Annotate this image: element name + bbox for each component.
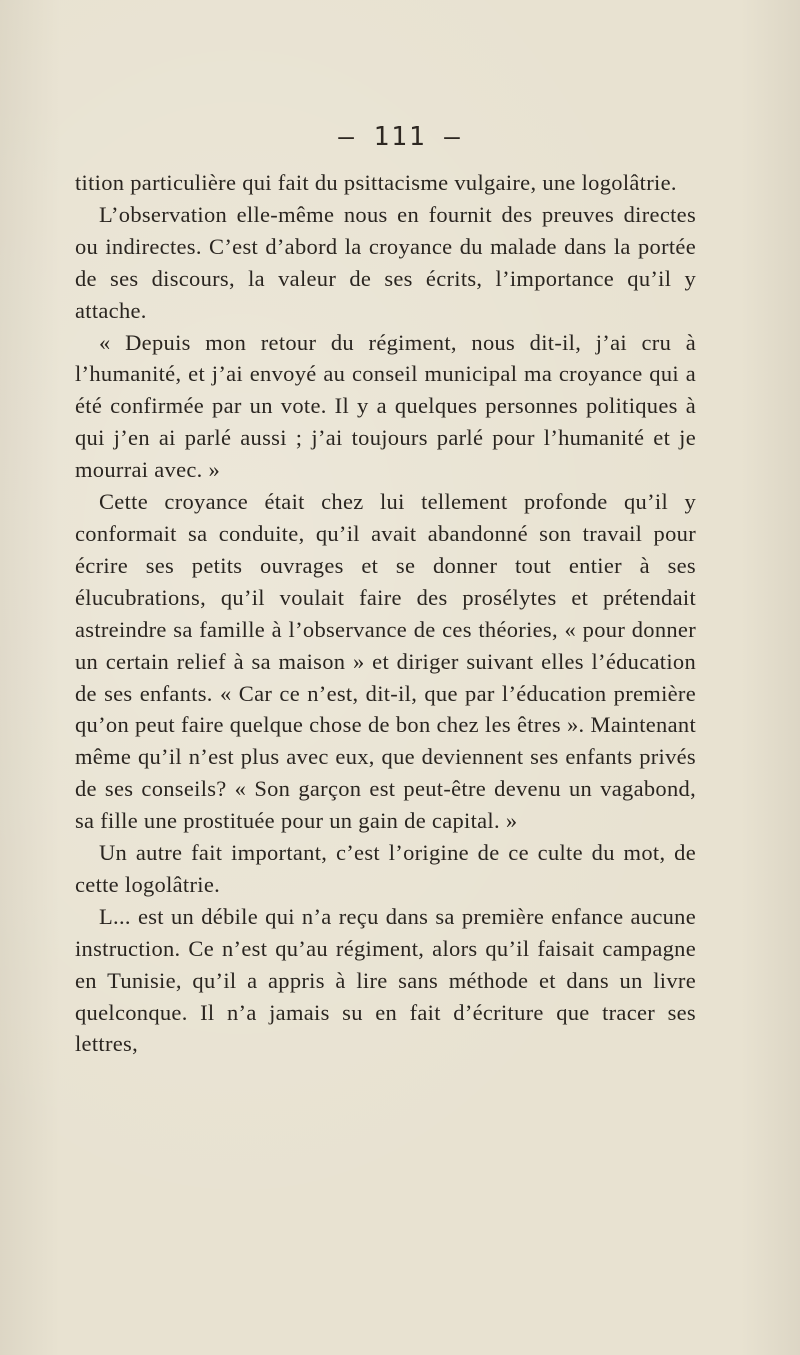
paragraph: L’observation elle-même nous en fournit des preuves directes ou indirectes. C’est d’abord la croyance du malade dans la portée de ses discours, la valeur de ses écrits, l’importance qu’il y attache. [75,201,696,323]
body-text [75,167,696,1060]
paragraph: Cette croyance était chez lui tellement profonde qu’il y conformait sa conduite, qu’il avait abandonné son travail pour écrire ses petits ouvrages et se donner tout entier à ses élucubrations, qu’il voulait faire des prosélytes et prétendait astreindre sa famille à l’observance de ces théories, « pour donner un certain relief à sa maison » et diriger suivant elles l’éducation de ses enfants. « Car ce n’est, dit-il, que par l’éducation première qu’on peut faire quelque chose de bon chez les êtres ». Maintenant même qu’il n’est plus avec eux, que deviennent ses enfants privés de ses conseils? « Son garçon est peut-être devenu un vagabond, sa fille une prostituée pour un gain de capital. » [75,489,696,834]
paragraph: tition particulière qui fait du psittacisme vulgaire, une logolâtrie. [75,170,677,195]
paragraph: « Depuis mon retour du régiment, nous dit-il, j’ai cru à l’humanité, et j’ai envoyé au conseil municipal ma croyance qui a été confirmée par un vote. Il y a quelques personnes politiques à qui j’en ai parlé aussi ; j’ai toujours parlé pour l’humanité et je mourrai avec. » [75,329,696,483]
paragraph: Un autre fait important, c’est l’origine de ce culte du mot, de cette logolâtrie. [75,840,696,897]
page-number: — 111 — [338,122,462,152]
paragraph: L... est un débile qui n’a reçu dans sa première enfance aucune instruction. Ce n’est qu’au régiment, alors qu’il faisait campagne en Tunisie, qu’il a appris à lire sans méthode et dans un livre quelconque. Il n’a jamais su en fait d’écriture que tracer ses lettres, [75,903,696,1057]
